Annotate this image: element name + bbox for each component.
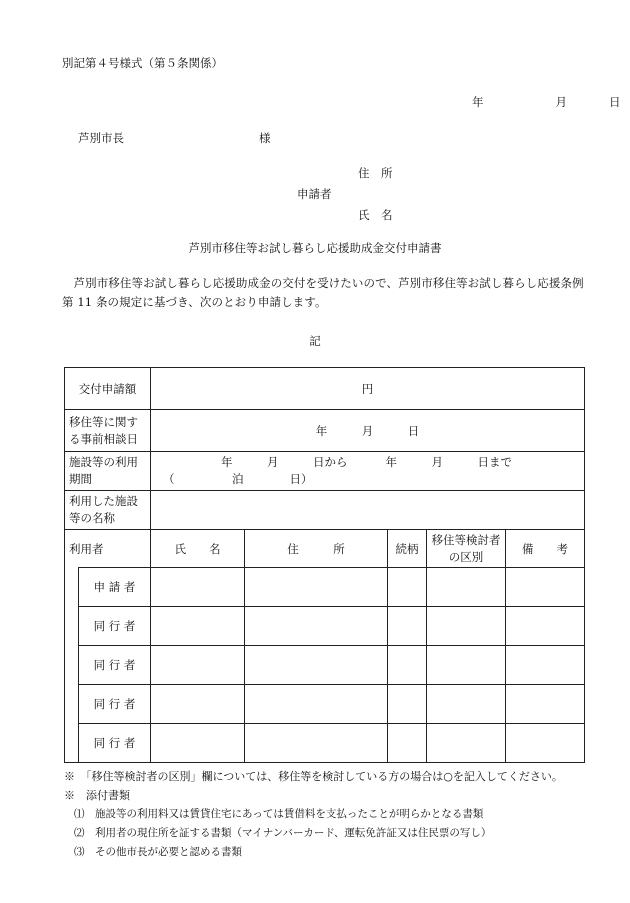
row-role: 同 行 者 [79,685,151,724]
note-attachments: ※ 添付書類 [64,789,130,802]
user-address-cell[interactable] [245,724,388,763]
date-line [472,94,621,110]
user-address-cell[interactable] [245,685,388,724]
table-row [65,568,585,607]
user-relation-cell[interactable] [388,724,427,763]
user-relation-cell[interactable] [388,607,427,646]
consult-date-label: 移住等に関する事前相談日 [65,410,151,452]
table-row [65,685,585,724]
facility-field[interactable] [151,491,585,530]
date-month: 月 [555,95,567,109]
col-remarks: 備 考 [506,530,585,568]
user-name-cell[interactable] [151,646,245,685]
user-address-cell[interactable] [245,607,388,646]
document-body: 芦別市移住等お試し暮らし応援助成金の交付を受けたいので、芦別市移住等お試し暮らし応援条例第 11 条の規定に基づき、次のとおり申請します。 [62,276,584,309]
period-from: 年 月 日から [221,455,348,469]
notes [64,767,594,862]
users-label: 利用者 [65,530,151,568]
user-category-cell[interactable] [427,724,506,763]
user-name-cell[interactable] [151,568,245,607]
consult-date-row [65,410,585,452]
user-remarks-cell[interactable] [506,607,585,646]
col-name: 氏 名 [151,530,245,568]
row-role: 同 行 者 [79,646,151,685]
user-address-cell[interactable] [245,646,388,685]
form-number: 別記第４号様式（第５条関係） [62,56,223,70]
col-category: 移住等検討者の区別 [427,530,506,568]
row-role: 同 行 者 [79,607,151,646]
user-name-cell[interactable] [151,724,245,763]
honorific: 様 [259,131,271,145]
addressee: 芦別市長 [78,131,124,145]
user-relation-cell[interactable] [388,568,427,607]
date-day: 日 [609,95,621,109]
users-header-row [65,530,585,568]
note-category: ※ 「移住等検討者の区別」欄については、移住等を検討している方の場合は○を記入してください。 [64,770,563,783]
application-table [64,367,585,763]
yen-unit: 円 [361,381,374,396]
facility-row [65,491,585,530]
grant-amount-row [65,368,585,410]
user-remarks-cell[interactable] [506,724,585,763]
user-category-cell[interactable] [427,568,506,607]
col-address: 住 所 [245,530,388,568]
table-row [65,646,585,685]
document-title: 芦別市移住等お試し暮らし応援助成金交付申請書 [188,241,442,255]
table-row [65,607,585,646]
attachment-item: ⑵ 利用者の現住所を証する書類（マイナンバーカード、運転免許証又は住民票の写し） [74,827,492,839]
row-role: 申 請 者 [79,568,151,607]
applicant-address-label: 住 所 [358,166,393,180]
user-remarks-cell[interactable] [506,568,585,607]
date-year: 年 [472,95,484,109]
user-relation-cell[interactable] [388,685,427,724]
grant-amount-label: 交付申請額 [65,368,151,410]
user-name-cell[interactable] [151,607,245,646]
user-relation-cell[interactable] [388,646,427,685]
consult-date-field[interactable]: 年 月 日 [151,410,585,452]
attachment-item: ⑶ その他市長が必要と認める書類 [74,846,242,858]
user-category-cell[interactable] [427,685,506,724]
user-category-cell[interactable] [427,607,506,646]
user-remarks-cell[interactable] [506,685,585,724]
applicant-name-label: 氏 名 [358,208,393,222]
user-remarks-cell[interactable] [506,646,585,685]
grant-amount-field[interactable] [151,368,585,410]
table-row [65,724,585,763]
period-field[interactable] [151,452,585,491]
user-address-cell[interactable] [245,568,388,607]
period-nights: （ 泊 日） [163,472,313,486]
period-label: 施設等の利用期間 [65,452,151,491]
facility-label: 利用した施設等の名称 [65,491,151,530]
applicant-label: 申請者 [297,187,332,201]
attachment-item: ⑴ 施設等の利用料又は賃貸住宅にあっては賃借料を支払ったことが明らかとなる書類 [74,808,484,820]
col-relation: 続柄 [388,530,427,568]
row-role: 同 行 者 [79,724,151,763]
ki-heading: 記 [309,334,321,348]
user-category-cell[interactable] [427,646,506,685]
period-to: 年 月 日まで [385,455,512,469]
period-row [65,452,585,491]
user-name-cell[interactable] [151,685,245,724]
